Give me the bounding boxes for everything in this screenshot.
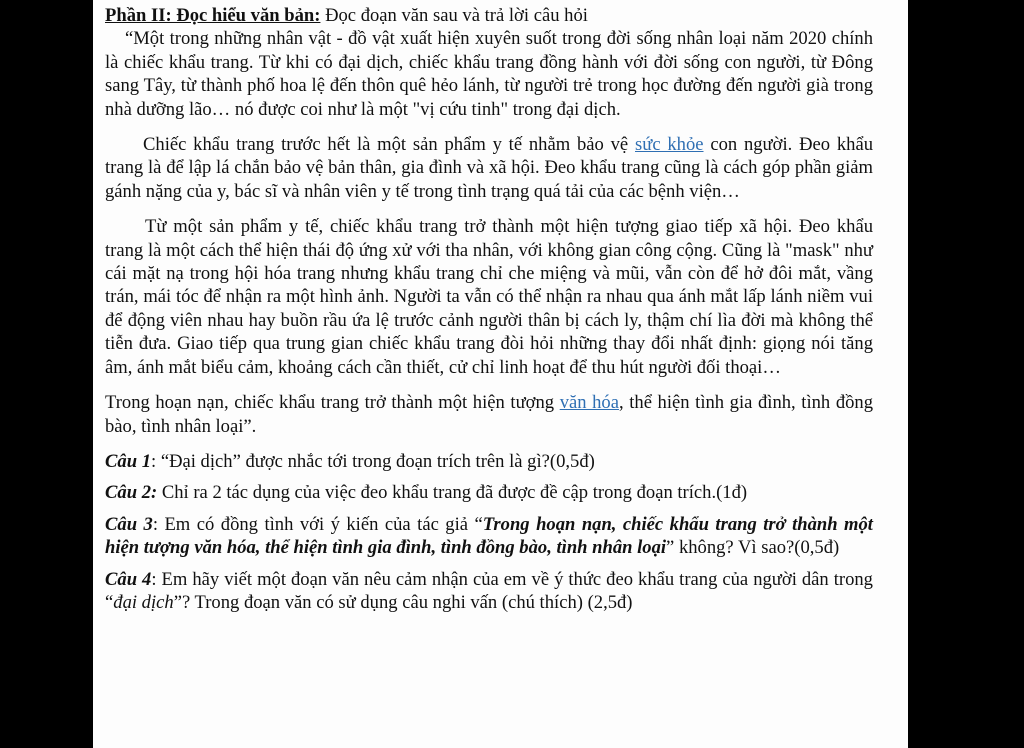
passage-paragraph-1: “Một trong những nhân vật - đồ vật xuất hiện xuyên suốt trong đời sống nhân loại năm 2020 chính là chiếc khẩu trang. Từ khi có đại dịch, chiếc khẩu trang đồng hành với đời sống con người, từ Đông sang Tây, từ thành phố hoa lệ đến thôn quê hẻo lánh, từ người trẻ trong học đường đến người già trong nhà dưỡng lão… nó được coi như là một "vị cứu tinh" trong đại dịch. — [105, 28, 873, 120]
passage-paragraph-2-start: Chiếc khẩu trang trước hết là một sản phẩm y tế nhằm bảo vệ — [143, 134, 635, 156]
question-1-text: : “Đại dịch” được nhắc tới trong đoạn trích trên là gì?(0,5đ) — [151, 450, 595, 472]
question-3-text-end: ” không? Vì sao?(0,5đ) — [666, 537, 840, 559]
question-1 — [105, 450, 873, 473]
question-2-label: Câu 2: — [105, 482, 158, 504]
passage-paragraph-3: Từ một sản phẩm y tế, chiếc khẩu trang trở thành một hiện tượng giao tiếp xã hội. Đeo khẩu trang là một cách thể hiện thái độ ứng xử với tha nhân, với không gian công cộng. Cũng là "mask" như cái mặt nạ trong hội hóa trang nhưng khẩu trang chỉ che miệng và mũi, vẫn còn để hở đôi mắt, vầng trán, mái tóc để nhận ra một hình ảnh. Người ta vẫn có thể nhận ra nhau qua ánh mắt lấp lánh niềm vui để động viên nhau hay buồn rầu ứa lệ trước cảnh người thân bị cách ly, thậm chí lìa đời mà không thể tiễn đưa. Giao tiếp qua trung gian chiếc khẩu trang đòi hỏi những thay đổi nhất định: giọng nói tăng âm, ánh mắt biểu cảm, khoảng cách cần thiết, cử chỉ linh hoạt để thu hút người đối thoại… — [105, 216, 873, 378]
document-content — [105, 4, 873, 614]
passage-paragraph-2 — [105, 133, 873, 203]
section-heading-label: Phần II: Đọc hiểu văn bản: — [105, 5, 321, 26]
question-3-label: Câu 3 — [105, 513, 153, 535]
question-4 — [105, 568, 873, 615]
question-4-label: Câu 4 — [105, 568, 152, 590]
passage-paragraph-2-end: con người. Đeo khẩu trang là để lập lá chắn bảo vệ bản thân, gia đình và xã hội. Đeo khẩu trang cũng là cách góp phần giảm gánh nặng của y, bác sĩ và nhân viên y tế trong tình trạng quá tải của các bệnh viện… — [105, 134, 873, 202]
question-2-text: Chỉ ra 2 tác dụng của việc đeo khẩu trang đã được đề cập trong đoạn trích.(1đ) — [157, 482, 748, 504]
document-page — [93, 0, 908, 748]
question-1-label: Câu 1 — [105, 450, 151, 472]
passage-paragraph-4 — [105, 391, 873, 438]
question-3 — [105, 513, 873, 560]
link-suc-khoe[interactable]: sức khỏe — [635, 134, 704, 156]
question-4-italic: đại dịch — [113, 591, 174, 613]
passage-paragraph-4-start: Trong hoạn nạn, chiếc khẩu trang trở thành một hiện tượng — [105, 392, 560, 414]
section-heading-instruction: Đọc đoạn văn sau và trả lời câu hỏi — [320, 5, 588, 26]
link-van-hoa[interactable]: văn hóa — [559, 392, 619, 414]
question-3-text-start: : Em có đồng tình với ý kiến của tác giả “ — [152, 513, 483, 535]
passage-paragraph-4-end: , thể hiện tình gia đình, tình đồng bào, tình nhân loại”. — [105, 392, 874, 437]
question-4-text-start: : Em hãy viết một đoạn văn nêu cảm nhận của em về ý thức đeo khẩu trang của người dân trong “ — [105, 568, 873, 613]
question-3-quote: Trong hoạn nạn, chiếc khẩu trang trở thành một hiện tượng văn hóa, thể hiện tình gia đình, tình đồng bào, tình nhân loại — [105, 513, 873, 559]
question-2 — [105, 481, 873, 504]
question-4-text-end: ”? Trong đoạn văn có sử dụng câu nghi vấn (chú thích) (2,5đ) — [173, 591, 633, 613]
section-heading — [105, 4, 873, 27]
